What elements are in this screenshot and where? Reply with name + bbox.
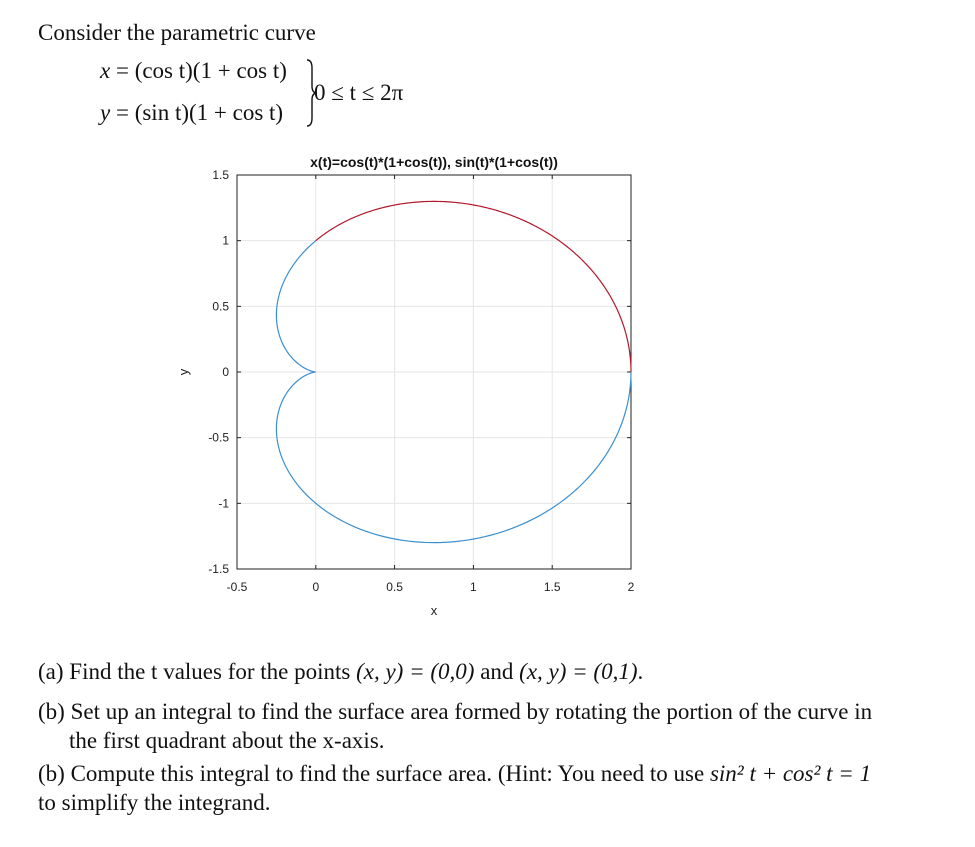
y-tick-label: -0.5 xyxy=(208,430,229,445)
grid-lines xyxy=(237,175,631,569)
y-tick-label: 1.5 xyxy=(212,168,229,182)
y-tick-label: -1.5 xyxy=(208,562,229,576)
question-b-compute-line1: (b) Compute this integral to find the surface area. (Hint: You need to use xyxy=(38,761,705,786)
question-a-end: . xyxy=(637,659,644,684)
x-tick-label: 1 xyxy=(470,580,477,594)
x-tick-label: 2 xyxy=(627,580,635,594)
question-a-and: and xyxy=(480,659,514,684)
t-range: 0 ≤ t ≤ 2π xyxy=(314,80,404,105)
x-tick-label: 0 xyxy=(312,580,320,594)
x-axis-label: x xyxy=(430,603,438,618)
intro-text: Consider the parametric curve xyxy=(38,20,316,45)
x-rhs: = (cos t)(1 + cos t) xyxy=(115,58,287,83)
question-b-compute-hint: sin² t + cos² t = 1 xyxy=(709,761,872,786)
question-b-setup-line2: the first quadrant about the x-axis. xyxy=(69,728,385,753)
y-tick-label: 0 xyxy=(222,365,229,379)
y-tick-labels xyxy=(208,168,229,576)
x-var: x xyxy=(100,58,111,83)
question-b-setup-line1: (b) Set up an integral to find the surface area formed by rotating the portion of the curve in xyxy=(38,699,873,724)
y-var: y xyxy=(100,100,111,125)
x-tick-labels xyxy=(227,580,635,594)
question-a-point1: (x, y) = (0,0) xyxy=(356,659,475,684)
question-a-point2: (x, y) = (0,1) xyxy=(519,659,638,684)
question-a-text: (a) Find the t values for the points xyxy=(38,659,351,684)
y-tick-label: -1 xyxy=(218,496,229,511)
question-b-compute xyxy=(38,759,948,817)
chart-title: x(t)=cos(t)*(1+cos(t)), sin(t)*(1+cos(t)) xyxy=(310,154,558,170)
y-tick-label: 1 xyxy=(222,233,229,248)
y-axis-label: y xyxy=(176,368,191,376)
question-b-setup xyxy=(38,697,948,755)
curve-remaining xyxy=(276,241,631,543)
question-a xyxy=(38,657,948,686)
question-b-compute-line2: to simplify the integrand. xyxy=(38,790,271,815)
y-rhs: = (sin t)(1 + cos t) xyxy=(115,100,284,125)
x-tick-label: 0.5 xyxy=(386,580,403,594)
y-tick-label: 0.5 xyxy=(212,299,229,314)
x-tick-label: 1.5 xyxy=(543,580,561,594)
x-tick-label: -0.5 xyxy=(226,580,248,594)
